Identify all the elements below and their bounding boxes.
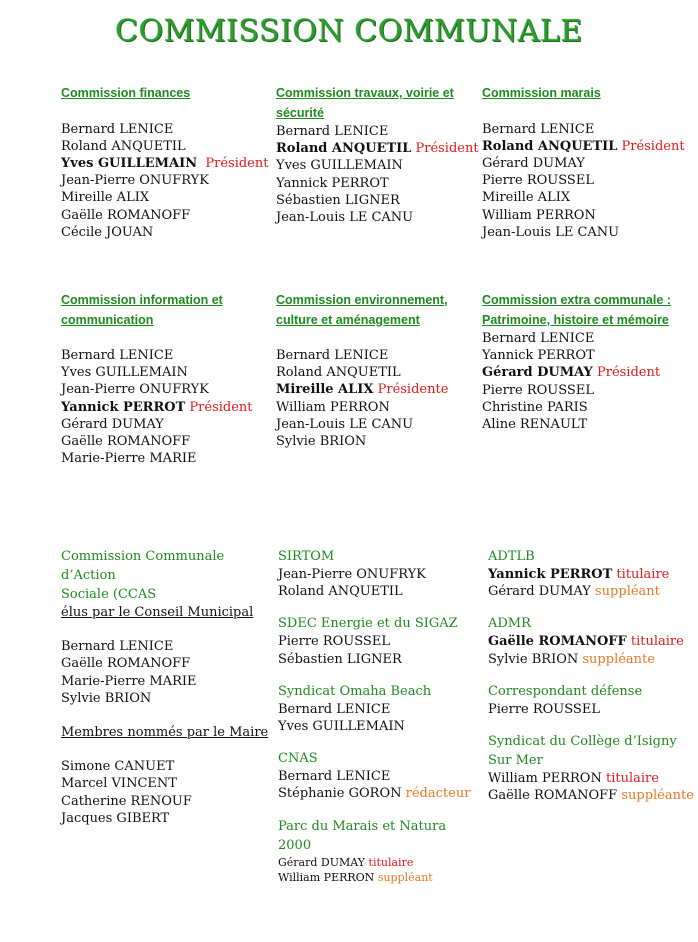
member-president: Roland ANQUETIL Président <box>482 138 685 154</box>
member-role: Gérard DUMAY titulaire <box>278 855 414 869</box>
role-label: Président <box>596 365 661 381</box>
commission-extra-communale <box>482 291 692 433</box>
member: Jean-Louis LE CANU <box>482 224 620 240</box>
member-role: William PERRON suppléant <box>278 870 433 884</box>
member: Jean-Pierre ONUFRYK <box>61 173 209 189</box>
member: Christine PARIS <box>482 399 588 415</box>
member: Bernard LENICE <box>61 639 174 655</box>
organisme-admr <box>488 614 693 667</box>
role-label: titulaire <box>605 771 659 787</box>
role-label: Président <box>205 155 269 171</box>
commission-heading-cont: Sociale (CCAS <box>61 587 157 602</box>
member: Sébastien LIGNER <box>276 192 400 208</box>
commission-heading: Commission information et <box>61 293 223 307</box>
commission-heading: Commission environnement, <box>276 293 448 307</box>
role-label: titulaire <box>616 567 670 582</box>
member: Gaëlle ROMANOFF <box>61 207 191 223</box>
member-role: Sylvie BRION suppléante <box>488 651 655 667</box>
commission-heading-cont: communication <box>61 312 154 327</box>
member: Pierre ROUSSEL <box>482 382 594 398</box>
organisme-adtlb <box>488 547 693 600</box>
member: Yves GUILLEMAIN <box>61 365 188 381</box>
role-label: Président <box>189 399 253 415</box>
member: Aline RENAULT <box>482 417 588 433</box>
commission-finances <box>61 84 269 241</box>
member: Catherine RENOUF <box>61 793 192 809</box>
elus-label: élus par le Conseil Municipal <box>61 605 254 620</box>
member: Yves GUILLEMAIN <box>278 719 405 735</box>
commission-heading-cont: culture et aménagement <box>276 312 420 327</box>
role-label: suppléant <box>377 870 433 884</box>
member: Sébastien LIGNER <box>278 651 402 667</box>
syndicat-heading: Syndicat Omaha Beach <box>278 683 432 699</box>
member: Bernard LENICE <box>482 121 595 137</box>
member: Gérard DUMAY <box>482 155 585 171</box>
member: Bernard LENICE <box>276 348 389 363</box>
member: William PERRON <box>482 207 596 223</box>
commission-marais <box>482 84 685 241</box>
syndicats-column <box>278 547 478 885</box>
member: Bernard LENICE <box>61 121 174 137</box>
commission-heading: Commission finances <box>61 86 191 100</box>
syndicat-sdec <box>278 614 478 667</box>
member: Bernard LENICE <box>276 124 389 139</box>
member: Bernard LENICE <box>482 331 595 346</box>
syndicat-heading: SDEC Energie et du SIGAZ <box>278 616 458 632</box>
syndicat-omaha <box>278 682 478 735</box>
member-role: Gaëlle ROMANOFF suppléante <box>488 788 694 804</box>
commission-heading: Commission marais <box>482 86 601 100</box>
member: Pierre ROUSSEL <box>482 173 594 189</box>
member-president: Roland ANQUETIL Président <box>276 141 479 157</box>
member: William PERRON <box>276 399 390 415</box>
organisme-heading: ADTLB <box>488 549 535 564</box>
member: Roland ANQUETIL <box>61 138 186 154</box>
member: Sylvie BRION <box>276 434 367 450</box>
organisme-heading: Syndicat du Collège d’Isigny <box>488 734 677 750</box>
member: Marie-Pierre MARIE <box>61 451 197 467</box>
member: Roland ANQUETIL <box>276 365 401 381</box>
member: Gaëlle ROMANOFF <box>61 656 191 672</box>
member: Pierre ROUSSEL <box>488 701 600 717</box>
member: Roland ANQUETIL <box>278 584 403 600</box>
member: Yannick PERROT <box>276 175 389 191</box>
syndicat-sirtom <box>278 547 478 600</box>
member-role: Yannick PERROT titulaire <box>488 567 670 582</box>
organisme-heading: ADMR <box>488 616 531 632</box>
member: Bernard LENICE <box>61 348 174 363</box>
syndicat-cnas <box>278 749 478 802</box>
member: Jean-Louis LE CANU <box>276 210 414 226</box>
member: Mireille ALIX <box>482 190 571 206</box>
member: Yves GUILLEMAIN <box>276 158 403 174</box>
role-label: suppléant <box>595 584 660 600</box>
role-label: Président <box>415 141 479 157</box>
commission-heading-cont: sécurité <box>276 105 324 120</box>
organisme-defense <box>488 682 693 718</box>
organisme-heading-cont: Sur Mer <box>488 753 543 769</box>
member: Simone CANUET <box>61 759 175 775</box>
member: Pierre ROUSSEL <box>278 634 390 650</box>
organisme-college <box>488 732 693 804</box>
member: Marcel VINCENT <box>61 776 177 792</box>
member: Jean-Louis LE CANU <box>276 416 414 432</box>
syndicat-parc <box>278 817 478 885</box>
syndicat-heading: CNAS <box>278 751 318 767</box>
page-title: COMMISSION COMMUNALE <box>115 14 583 49</box>
member: Gérard DUMAY <box>61 416 164 432</box>
commission-heading: Commission extra communale : <box>482 293 671 307</box>
nommes-label: Membres nommés par le Maire <box>61 725 269 741</box>
member-role: Gaëlle ROMANOFF titulaire <box>488 634 684 650</box>
commission-information <box>61 291 261 467</box>
member: Jean-Pierre ONUFRYK <box>61 382 209 398</box>
role-label: Président <box>621 138 685 154</box>
commission-heading-cont: Patrimoine, histoire et mémoire <box>482 312 669 327</box>
role-label: Présidente <box>377 382 449 398</box>
syndicat-heading: Parc du Marais et Natura 2000 <box>278 818 447 853</box>
role-label: rédacteur <box>405 786 471 802</box>
member: Bernard LENICE <box>278 701 391 717</box>
commission-heading: Commission Communale d’Action <box>61 549 225 583</box>
role-label: titulaire <box>368 855 414 869</box>
member-role: Stéphanie GORON rédacteur <box>278 786 471 802</box>
member: Gaëlle ROMANOFF <box>61 434 191 450</box>
member-president: Yves GUILLEMAIN Président <box>61 155 269 171</box>
member-president: Gérard DUMAY Président <box>482 365 661 381</box>
commission-travaux <box>276 84 479 226</box>
member: Jean-Pierre ONUFRYK <box>278 567 426 582</box>
role-label: suppléante <box>582 651 655 667</box>
member-role: Gérard DUMAY suppléant <box>488 584 660 600</box>
member: Jacques GIBERT <box>61 810 170 826</box>
organisme-heading: Correspondant défense <box>488 683 643 699</box>
role-label: titulaire <box>630 634 684 650</box>
member: Mireille ALIX <box>61 190 150 206</box>
commission-ccas <box>61 547 271 827</box>
member: Cécile JOUAN <box>61 224 154 240</box>
commission-environnement <box>276 291 476 450</box>
member: Sylvie BRION <box>61 690 152 706</box>
member: Marie-Pierre MARIE <box>61 673 197 689</box>
member: Bernard LENICE <box>278 769 391 785</box>
member-president: Yannick PERROT Président <box>61 399 253 415</box>
role-label: suppléante <box>621 788 694 804</box>
member-president: Mireille ALIX Présidente <box>276 382 449 398</box>
commission-heading: Commission travaux, voirie et <box>276 86 454 100</box>
member: Yannick PERROT <box>482 348 595 364</box>
organismes-column <box>488 547 693 804</box>
member-role: William PERRON titulaire <box>488 771 659 787</box>
syndicat-heading: SIRTOM <box>278 549 335 564</box>
